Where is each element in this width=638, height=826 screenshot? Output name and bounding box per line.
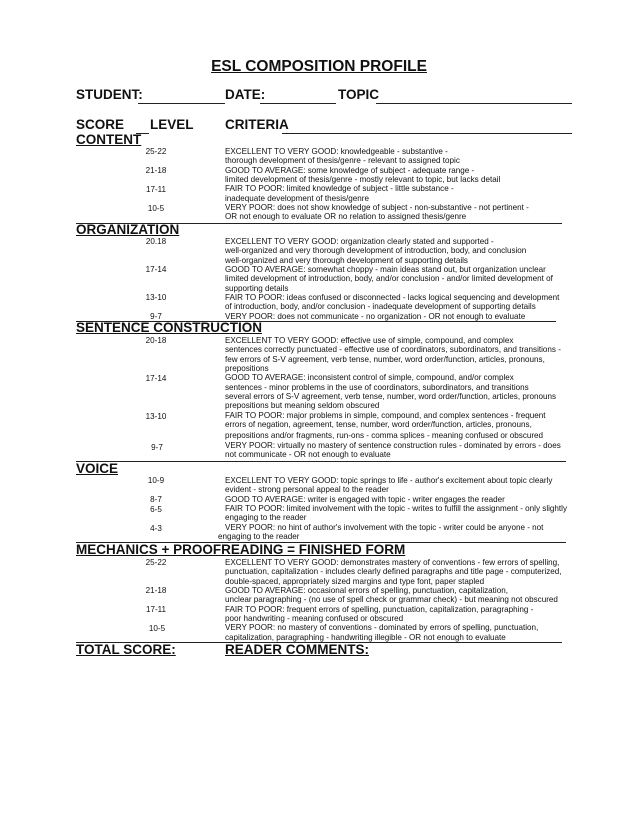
score-range: 9-7: [151, 443, 163, 452]
score-range: 10-9: [147, 476, 165, 485]
criteria-line-text: thorough development of thesis/genre - relevant to assigned topic: [225, 156, 460, 166]
criteria-line: [282, 133, 572, 134]
criteria-line-text: sentences - minor problems in the use of coordinators, subordinators, and transitions: [225, 382, 529, 392]
score-range: 6-5: [150, 505, 162, 514]
criteria-line-text: VERY POOR: virtually no mastery of sentence construction rules - dominated by errors - does: [225, 440, 561, 450]
criteria-line-text: GOOD TO AVERAGE: writer is engaged with topic - writer engages the reader: [225, 494, 505, 504]
score-range: 17-14: [145, 265, 167, 274]
section-mechanics-title: MECHANICS + PROOFREADING = FINISHED FORM: [76, 542, 406, 557]
criteria-line-text: FAIR TO POOR: frequent errors of spelling, punctuation, capitalization, paragraphing -: [225, 604, 534, 614]
total-score-label: TOTAL SCORE:: [76, 642, 176, 657]
criteria-line-text: prepositions but meaning seldom obscured: [225, 401, 380, 411]
criteria-line-text: well-organized and very thorough development of introduction, body, and conclusion: [225, 246, 527, 256]
criteria-line-text: VERY POOR: does not communicate - no organization - OR not enough to evaluate: [225, 311, 526, 321]
criteria-line-text: FAIR TO POOR: limited knowledge of subject - little substance -: [225, 184, 454, 194]
score-range: 13-10: [145, 412, 167, 421]
criteria-line-text: EXCELLENT TO VERY GOOD: effective use of simple, compound, and complex: [225, 336, 514, 345]
criteria-line-text: engaging to the reader: [218, 532, 300, 542]
topic-label: TOPIC: [338, 87, 380, 102]
score-range: 17-14: [145, 374, 167, 383]
score-range: 10-5: [148, 624, 166, 633]
criteria-line-text: engaging to the reader: [225, 513, 307, 523]
criteria-line-text: VERY POOR: does not show knowledge of subject - non-substantive - not pertinent -: [225, 203, 529, 213]
criteria-block-voice: [218, 476, 577, 542]
score-range: 10-5: [147, 204, 165, 213]
score-range: 20.18: [145, 237, 167, 246]
page-title: ESL COMPOSITION PROFILE: [211, 58, 427, 75]
score-range: 17-11: [145, 605, 167, 614]
level-column-header: LEVEL: [150, 117, 194, 132]
criteria-line-text: GOOD TO AVERAGE: inconsistent control of simple, compound, and/or complex: [225, 373, 514, 383]
criteria-line-text: EXCELLENT TO VERY GOOD: topic springs to life - author's excitement about topic clearly: [225, 476, 553, 485]
criteria-line-text: limited development of introduction, body, and/or conclusion - and/or limited development of: [225, 274, 553, 284]
criteria-line-text: few errors of S-V agreement, verb tense, number, word order/function, articles, pronouns,: [225, 354, 545, 364]
criteria-line-text: not communicate - OR not enough to evaluate: [225, 450, 391, 460]
student-line: [138, 103, 225, 104]
criteria-line-text: VERY POOR: no hint of author's involvement with the topic - writer could be anyone - not: [225, 522, 544, 532]
criteria-line-text: punctuation, capitalization - includes clearly defined paragraphs and title page - computerized,: [225, 567, 562, 577]
criteria-block-sentence: [225, 336, 577, 459]
criteria-line-text: several errors of S-V agreement, verb tense, number, word order/function, articles, pronouns: [225, 392, 557, 402]
criteria-line-text: GOOD TO AVERAGE: somewhat choppy - main ideas stand out, but organization unclear: [225, 265, 546, 275]
criteria-line-text: well-organized and very thorough development of supporting details: [225, 255, 468, 265]
criteria-block-organization: [225, 237, 577, 321]
score-range: 25-22: [145, 147, 167, 156]
score-range: 8-7: [150, 495, 162, 504]
section-sentence-title: SENTENCE CONSTRUCTION: [76, 320, 263, 335]
date-line: [260, 103, 336, 104]
criteria-line-text: FAIR TO POOR: limited involvement with the topic - writes to fulfill the assignment - only slightly: [225, 504, 568, 514]
criteria-line-text: limited development of thesis/genre - mostly relevant to topic, but lacks detail: [225, 175, 501, 185]
criteria-column-header: CRITERIA: [225, 117, 289, 132]
score-range: 25-22: [145, 558, 167, 567]
score-range: 13-10: [145, 293, 167, 302]
criteria-line-text: errors of negation, agreement, tense, number, word order/function, articles, pronouns,: [225, 420, 532, 430]
criteria-line-text: EXCELLENT TO VERY GOOD: demonstrates mastery of conventions - few errors of spelling,: [225, 558, 560, 567]
criteria-line-text: FAIR TO POOR: major problems in simple, compound, and complex sentences - frequent: [225, 410, 546, 420]
section-content-title: CONTENT: [76, 132, 142, 147]
criteria-line-text: EXCELLENT TO VERY GOOD: knowledgeable - substantive -: [225, 147, 448, 156]
score-range: 21-18: [145, 586, 167, 595]
criteria-block-content: [225, 147, 577, 222]
score-range: 4-3: [150, 524, 162, 533]
score-range: 21-18: [145, 166, 167, 175]
score-range: 20-18: [145, 336, 167, 345]
score-range: 17-11: [145, 185, 167, 194]
section-organization-title: ORGANIZATION: [76, 222, 180, 237]
criteria-line-text: inadequate development of thesis/genre: [225, 193, 369, 203]
criteria-line-text: OR not enough to evaluate OR no relation to assigned thesis/genre: [225, 212, 467, 222]
criteria-line-text: poor handwriting - meaning confused or obscured: [225, 614, 404, 624]
criteria-line-text: prepositions: [225, 364, 269, 374]
criteria-block-mechanics: [225, 558, 577, 642]
section-voice-title: VOICE: [76, 461, 119, 476]
criteria-line-text: EXCELLENT TO VERY GOOD: organization clearly stated and supported -: [225, 237, 494, 246]
section-divider: [76, 461, 566, 462]
score-column-header: SCORE: [76, 117, 125, 132]
criteria-line-text: VERY POOR: no mastery of conventions - dominated by errors of spelling, punctuation,: [225, 623, 539, 633]
criteria-line-text: evident - strong personal appeal to the reader: [225, 485, 389, 495]
date-label: DATE:: [225, 87, 266, 102]
criteria-line-text: unclear paragraphing - (no use of spell check or grammar check) - but meaning not obscured: [225, 595, 558, 605]
criteria-line-text: prepositions and/or fragments, run-ons - comma splices - meaning confused or obscured: [225, 431, 544, 441]
score-range: 9-7: [150, 312, 162, 321]
criteria-line-text: FAIR TO POOR: ideas confused or disconnected - lacks logical sequencing and development: [225, 293, 560, 303]
criteria-line-text: sentences correctly punctuated - effective use of coordinators, subordinators, and transitions -: [225, 345, 561, 355]
reader-comments-label: READER COMMENTS:: [225, 642, 369, 657]
criteria-line-text: of introduction, body, and/or conclusion - inadequate development of supporting details: [225, 302, 536, 312]
topic-line: [376, 103, 572, 104]
criteria-line-text: double-spaced, appropriately sized margins and type font, paper stapled: [225, 576, 485, 586]
criteria-line-text: GOOD TO AVERAGE: some knowledge of subject - adequate range -: [225, 165, 475, 175]
criteria-line-text: supporting details: [225, 283, 289, 293]
student-label: STUDENT:: [76, 87, 143, 102]
criteria-line-text: GOOD TO AVERAGE: occasional errors of spelling, punctuation, capitalization,: [225, 586, 508, 596]
criteria-line-text: capitalization, paragraphing - handwriting illegible - OR not enough to evaluate: [225, 632, 506, 642]
